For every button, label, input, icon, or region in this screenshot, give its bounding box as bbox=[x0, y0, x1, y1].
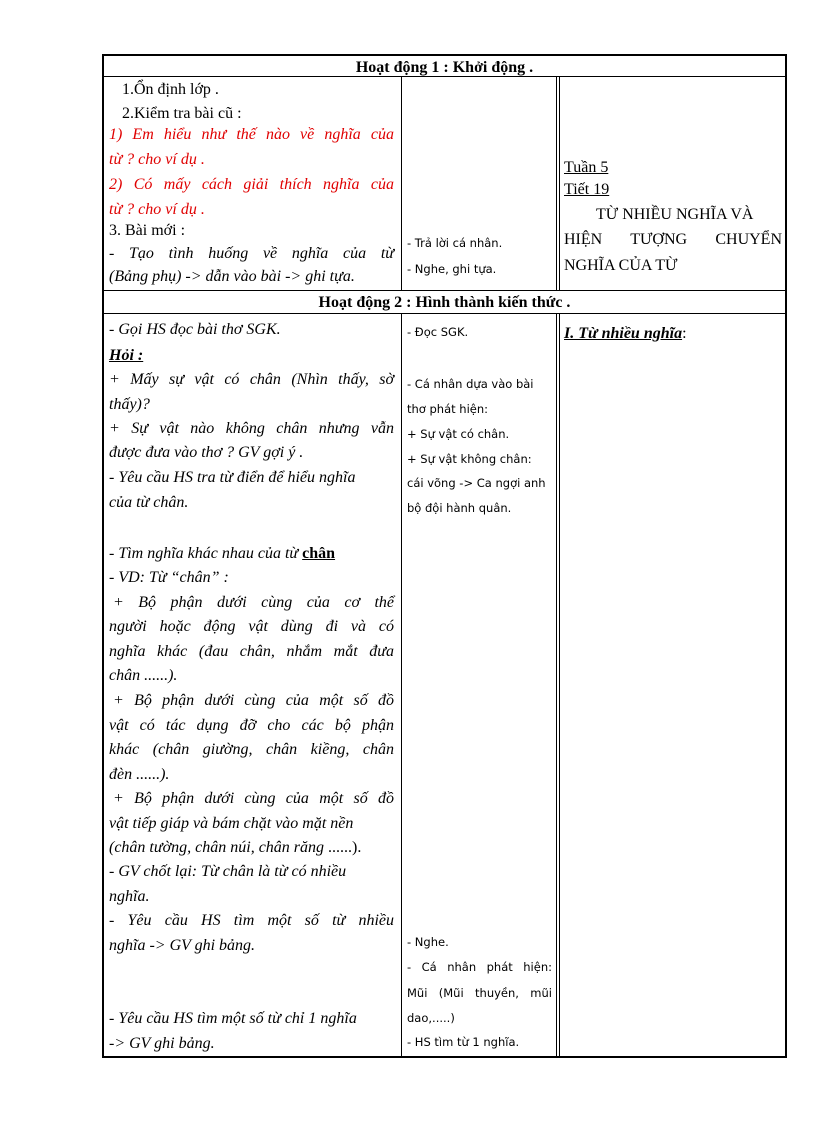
heading-colon: : bbox=[682, 325, 687, 342]
s1-line: - Tạo tình huống về nghĩa của từ bbox=[109, 245, 394, 262]
s2-line: + Sự vật nào không chân nhưng vẫn bbox=[109, 420, 394, 437]
s1-line: 1.Ổn định lớp . bbox=[122, 81, 219, 98]
s2-line: nghĩa -> GV ghi bảng. bbox=[109, 937, 256, 954]
col-divider-2d bbox=[559, 313, 560, 1058]
s2-student-line: - Nghe. bbox=[407, 935, 449, 949]
s1-student-line: - Nghe, ghi tựa. bbox=[407, 262, 497, 276]
s2-line: + Bộ phận dưới cùng của một số đồ bbox=[113, 790, 394, 807]
s2-line: vật tiếp giáp và bám chặt vào mặt nền bbox=[109, 815, 354, 832]
s1-student-line: - Trả lời cá nhân. bbox=[407, 236, 503, 250]
col-divider-2c bbox=[556, 313, 557, 1058]
s2-student-line: + Sự vật không chân: bbox=[407, 452, 532, 466]
s2-line: của từ chân. bbox=[109, 494, 189, 511]
s2-student-line: cái võng -> Ca ngợi anh bbox=[407, 476, 546, 490]
s2-text: (chân tường, chân núi, chân răng bbox=[109, 839, 329, 856]
col-divider-1 bbox=[401, 76, 402, 290]
section1-header: Hoạt động 1 : Khởi động . bbox=[355, 59, 534, 76]
s2-line: được đưa vào thơ ? GV gợi ý . bbox=[109, 444, 304, 461]
col-divider-2b bbox=[559, 76, 560, 290]
s2-line: - VD: Từ “chân” : bbox=[109, 569, 229, 586]
s1-question: từ ? cho ví dụ . bbox=[109, 151, 205, 168]
s2-line bbox=[109, 542, 335, 567]
s2-line: thấy)? bbox=[109, 396, 150, 413]
s2-student-line: bộ đội hành quân. bbox=[407, 501, 512, 515]
s2-line: + Mấy sự vật có chân (Nhìn thấy, sờ bbox=[109, 371, 394, 388]
section-heading bbox=[564, 322, 687, 346]
section2-header: Hoạt động 2 : Hình thành kiến thức . bbox=[318, 294, 571, 311]
s2-student-line: - HS tìm từ 1 nghĩa. bbox=[407, 1035, 520, 1049]
lesson-title: TỪ NHIỀU NGHĨA VÀ bbox=[596, 206, 754, 223]
header2-divider bbox=[102, 313, 787, 314]
s2-line: nghĩa. bbox=[109, 888, 150, 905]
s2-line bbox=[109, 836, 361, 861]
heading-text: I. Từ nhiều nghĩa bbox=[564, 325, 683, 342]
s1-question: 1) Em hiểu như thế nào về nghĩa của bbox=[109, 126, 394, 143]
week-label: Tuần 5 bbox=[564, 159, 609, 176]
s2-student-line: - Cá nhân phát hiện: bbox=[407, 960, 552, 974]
s2-line: - Yêu cầu HS tra từ điển để hiểu nghĩa bbox=[109, 469, 356, 486]
s2-line: - Yêu cầu HS tìm một số từ nhiều bbox=[109, 912, 394, 929]
s2-line: + Bộ phận dưới cùng của cơ thể bbox=[113, 594, 394, 611]
s2-line: vật có tác dụng đỡ cho các bộ phận bbox=[109, 717, 394, 734]
s2-line: - GV chốt lại: Từ chân là từ có nhiều bbox=[109, 863, 347, 880]
col-divider-1b bbox=[401, 313, 402, 1058]
s2-line: -> GV ghi bảng. bbox=[109, 1035, 215, 1052]
s2-student-line: Mũi (Mũi thuyền, mũi bbox=[407, 986, 552, 1000]
s2-line: khác (chân giường, chân kiềng, chân bbox=[109, 741, 394, 758]
s2-student-line: + Sự vật có chân. bbox=[407, 427, 510, 441]
s2-line: nghĩa khác (đau chân, nhắm mắt đưa bbox=[109, 643, 394, 660]
keyword-chan: chân bbox=[302, 545, 336, 562]
lesson-title: NGHĨA CỦA TỪ bbox=[564, 257, 678, 274]
s1-line: (Bảng phụ) -> dẫn vào bài -> ghi tựa. bbox=[109, 268, 355, 285]
s2-line: - Yêu cầu HS tìm một số từ chỉ 1 nghĩa bbox=[109, 1010, 357, 1027]
s2-text: - Tìm nghĩa khác nhau của từ bbox=[109, 545, 303, 562]
s1-line: 2.Kiểm tra bài cũ : bbox=[122, 105, 242, 122]
s1-line: 3. Bài mới : bbox=[109, 222, 186, 239]
s2-student-line: thơ phát hiện: bbox=[407, 402, 489, 416]
lesson-label: Tiết 19 bbox=[564, 181, 610, 198]
s2-line: + Bộ phận dưới cùng của một số đồ bbox=[113, 692, 394, 709]
s2-text: ......). bbox=[328, 839, 362, 856]
s2-student-line: - Cá nhân dựa vào bài bbox=[407, 377, 534, 391]
s2-student-line: - Đọc SGK. bbox=[407, 325, 469, 339]
lesson-title: HIỆN TƯỢNG CHUYỂN bbox=[564, 231, 782, 248]
col-divider-2a bbox=[556, 76, 557, 290]
s2-line: đèn ......). bbox=[109, 766, 170, 783]
s1-question: từ ? cho ví dụ . bbox=[109, 201, 205, 218]
s2-student-line: dao,.....) bbox=[407, 1011, 455, 1025]
s2-line: - Gọi HS đọc bài thơ SGK. bbox=[109, 321, 281, 338]
s1-question: 2) Có mấy cách giải thích nghĩa của bbox=[109, 176, 394, 193]
s2-line: chân ......). bbox=[109, 667, 178, 684]
question-label: Hỏi : bbox=[109, 347, 144, 364]
section-divider bbox=[102, 290, 787, 291]
s2-line: người hoặc động vật dùng đi và có bbox=[109, 618, 394, 635]
